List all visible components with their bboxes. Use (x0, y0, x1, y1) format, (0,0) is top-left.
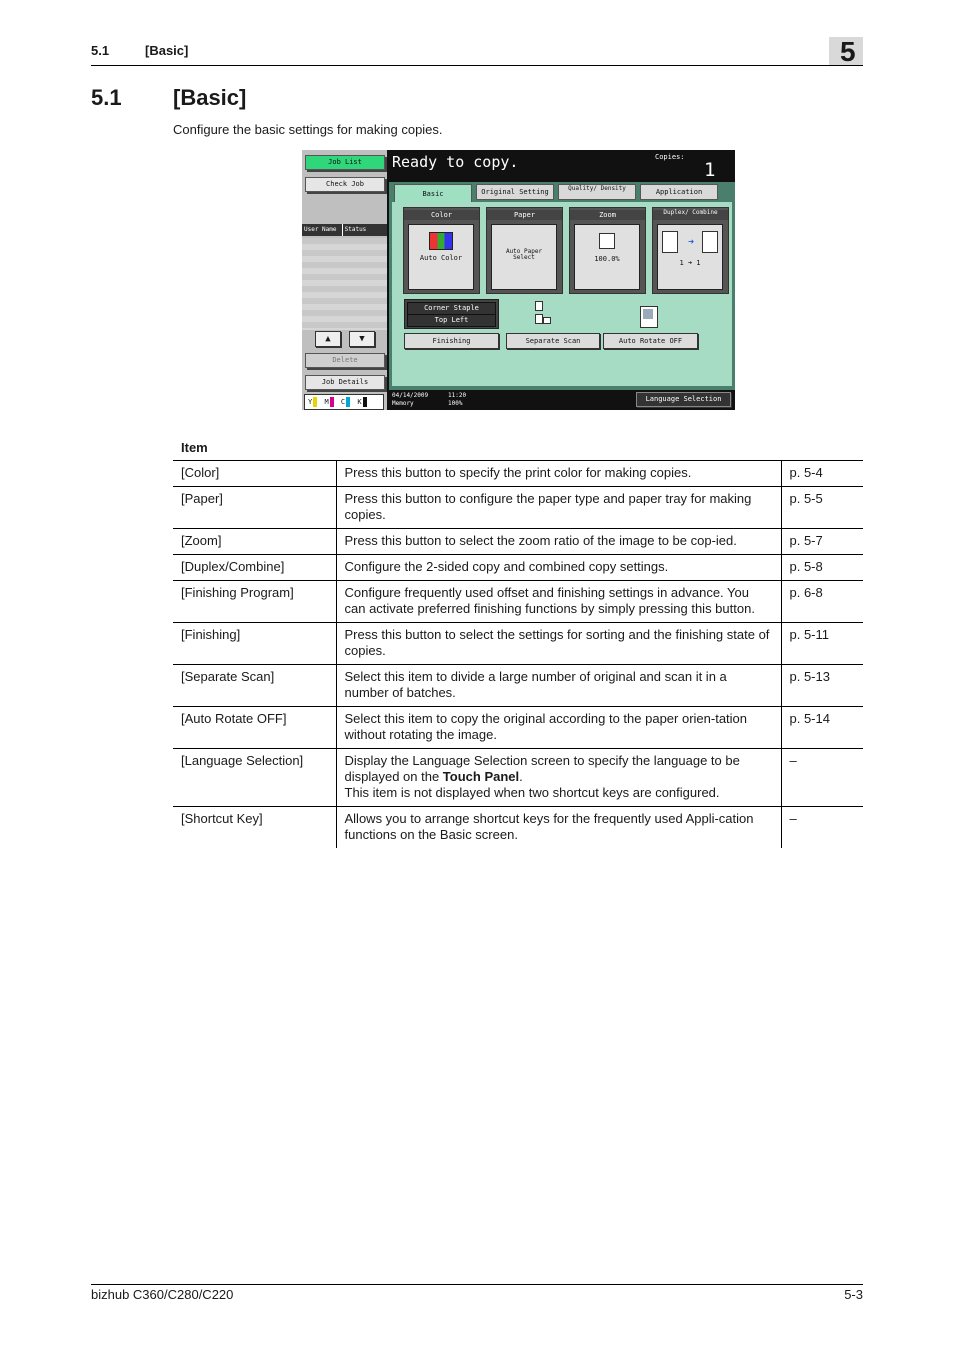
item-cell: [Separate Scan] (173, 665, 336, 707)
auto-rotate-off-button[interactable]: Auto Rotate OFF (603, 333, 698, 349)
footer-product: bizhub C360/C280/C220 (91, 1287, 234, 1302)
ref-cell: p. 5-11 (781, 623, 863, 665)
item-cell: [Color] (173, 461, 336, 487)
basic-tab-content (392, 202, 732, 386)
zoom-button[interactable] (569, 207, 646, 294)
item-cell: [Language Selection] (173, 749, 336, 807)
desc-note: This item is not displayed when two shortcut keys are configured. (344, 785, 720, 800)
table-row (173, 581, 863, 623)
table-row (173, 487, 863, 529)
desc-cell: Allows you to arrange shortcut keys for the frequently used Appli-cation functions on the Basic screen. (336, 807, 781, 849)
footer-page-number: 5-3 (844, 1287, 863, 1302)
item-cell: [Zoom] (173, 529, 336, 555)
status-message: Ready to copy. (392, 153, 519, 171)
job-details-button[interactable]: Job Details (305, 375, 385, 390)
toner-c-label: C (340, 398, 346, 406)
running-header-section: 5.1 (91, 43, 110, 58)
table-row (173, 555, 863, 581)
desc-text: . (519, 769, 523, 784)
duplex-icon: ➜ (662, 231, 718, 253)
staple-icon (535, 301, 549, 325)
status-date: 04/14/2009 (392, 392, 429, 399)
delete-button[interactable]: Delete (305, 353, 385, 368)
color-icon (429, 232, 453, 250)
desc-cell: Press this button to select the settings for sorting and the finishing state of copies. (336, 623, 781, 665)
table-header: Item (173, 436, 863, 461)
desc-cell: Select this item to divide a large number of original and scan it in a number of batches. (336, 665, 781, 707)
desc-cell: Configure the 2-sided copy and combined copy settings. (336, 555, 781, 581)
ref-cell: p. 5-13 (781, 665, 863, 707)
duplex-combine-button[interactable] (652, 207, 729, 294)
section-title: [Basic] (173, 85, 247, 110)
toner-k-label: K (357, 398, 362, 406)
toner-m-label: M (324, 398, 329, 406)
finishing-program-button[interactable] (404, 299, 499, 329)
color-label: Color (404, 210, 479, 220)
section-number: 5.1 (91, 85, 122, 110)
toner-m-bar (330, 397, 334, 407)
toner-y-bar (313, 397, 317, 407)
item-cell: [Paper] (173, 487, 336, 529)
copies-label: Copies: (655, 153, 685, 161)
scroll-up-button[interactable]: ▲ (315, 331, 341, 347)
scroll-down-button[interactable]: ▼ (349, 331, 375, 347)
status-time: 11:20 (448, 392, 467, 399)
paper-display (491, 224, 557, 290)
duplex-display (657, 224, 723, 290)
left-panel (302, 150, 387, 410)
footer-rule (91, 1284, 863, 1285)
message-bar (389, 150, 735, 182)
desc-cell: Press this button to specify the print color for making copies. (336, 461, 781, 487)
desc-cell: Press this button to select the zoom ratio of the image to be cop-ied. (336, 529, 781, 555)
table-row (173, 707, 863, 749)
status-bar (389, 390, 735, 410)
memory-value: 100% (448, 400, 463, 407)
tab-application[interactable]: Application (640, 184, 718, 200)
desc-cell: Configure frequently used offset and finishing settings in advance. You can activate preferred finishing functions by simply pressing this button. (336, 581, 781, 623)
ref-cell: p. 5-14 (781, 707, 863, 749)
user-status-header (302, 224, 387, 236)
ref-cell: p. 5-7 (781, 529, 863, 555)
color-value: Auto Color (419, 254, 463, 262)
job-list-area (302, 238, 387, 330)
main-panel (389, 150, 735, 410)
desc-cell: Press this button to configure the paper type and paper tray for making copies. (336, 487, 781, 529)
finishing-button[interactable]: Finishing (404, 333, 499, 349)
item-table (173, 436, 863, 848)
chapter-number: 5 (840, 36, 856, 67)
ref-cell: p. 5-5 (781, 487, 863, 529)
zoom-value: 100.0% (594, 255, 620, 263)
tab-original-setting[interactable]: Original Setting (476, 184, 554, 200)
table-row (173, 529, 863, 555)
copies-value: 1 (704, 159, 716, 181)
zoom-label: Zoom (570, 210, 645, 220)
intro-text: Configure the basic settings for making copies. (173, 122, 443, 137)
check-job-button[interactable]: Check Job (305, 177, 385, 192)
finishing-program-line1: Corner Staple (407, 302, 496, 315)
ref-cell: – (781, 749, 863, 807)
zoom-display (574, 224, 640, 290)
rotate-icon (640, 306, 658, 328)
desc-cell (336, 749, 781, 807)
item-cell: [Finishing] (173, 623, 336, 665)
toner-c-bar (346, 397, 350, 407)
color-button[interactable] (403, 207, 480, 294)
status-label: Status (342, 224, 367, 236)
tab-basic[interactable]: Basic (394, 184, 472, 204)
toner-y-label: Y (308, 398, 313, 406)
running-header-title: [Basic] (145, 43, 189, 58)
color-display (408, 224, 474, 290)
item-cell: [Duplex/Combine] (173, 555, 336, 581)
ref-cell: p. 5-8 (781, 555, 863, 581)
item-cell: [Finishing Program] (173, 581, 336, 623)
zoom-icon (599, 233, 615, 249)
ref-cell: – (789, 811, 797, 826)
job-list-button[interactable]: Job List (305, 155, 385, 170)
desc-bold-text: Touch Panel (442, 769, 520, 784)
table-row (173, 623, 863, 665)
desc-cell: Select this item to copy the original according to the paper orien-tation without rotating the image. (336, 707, 781, 749)
desc-text: Display the Language Selection screen to specify the language to be displayed on the (344, 753, 740, 784)
table-row (173, 665, 863, 707)
duplex-label: Duplex/ Combine (653, 210, 728, 220)
table-row (173, 461, 863, 487)
separate-scan-button[interactable]: Separate Scan (506, 333, 600, 349)
ref-cell: p. 5-4 (781, 461, 863, 487)
header-rule (91, 65, 863, 66)
toner-levels (304, 394, 384, 410)
tab-quality-density[interactable]: Quality/ Density (558, 184, 636, 200)
toner-k-bar (363, 397, 367, 407)
finishing-program-line2: Top Left (407, 314, 496, 327)
paper-label: Paper (487, 210, 562, 220)
paper-button[interactable] (486, 207, 563, 294)
item-cell: [Auto Rotate OFF] (173, 707, 336, 749)
user-name-label: User Name (304, 226, 337, 233)
memory-label: Memory (392, 400, 414, 407)
language-selection-button[interactable]: Language Selection (636, 392, 731, 407)
ref-cell: p. 6-8 (781, 581, 863, 623)
copier-screen (302, 150, 735, 410)
duplex-value: 1 ➜ 1 (679, 259, 701, 267)
table-row (173, 749, 863, 807)
table-row (173, 807, 863, 849)
paper-value: Auto Paper Select (505, 248, 543, 261)
item-cell: [Shortcut Key] (181, 811, 263, 826)
